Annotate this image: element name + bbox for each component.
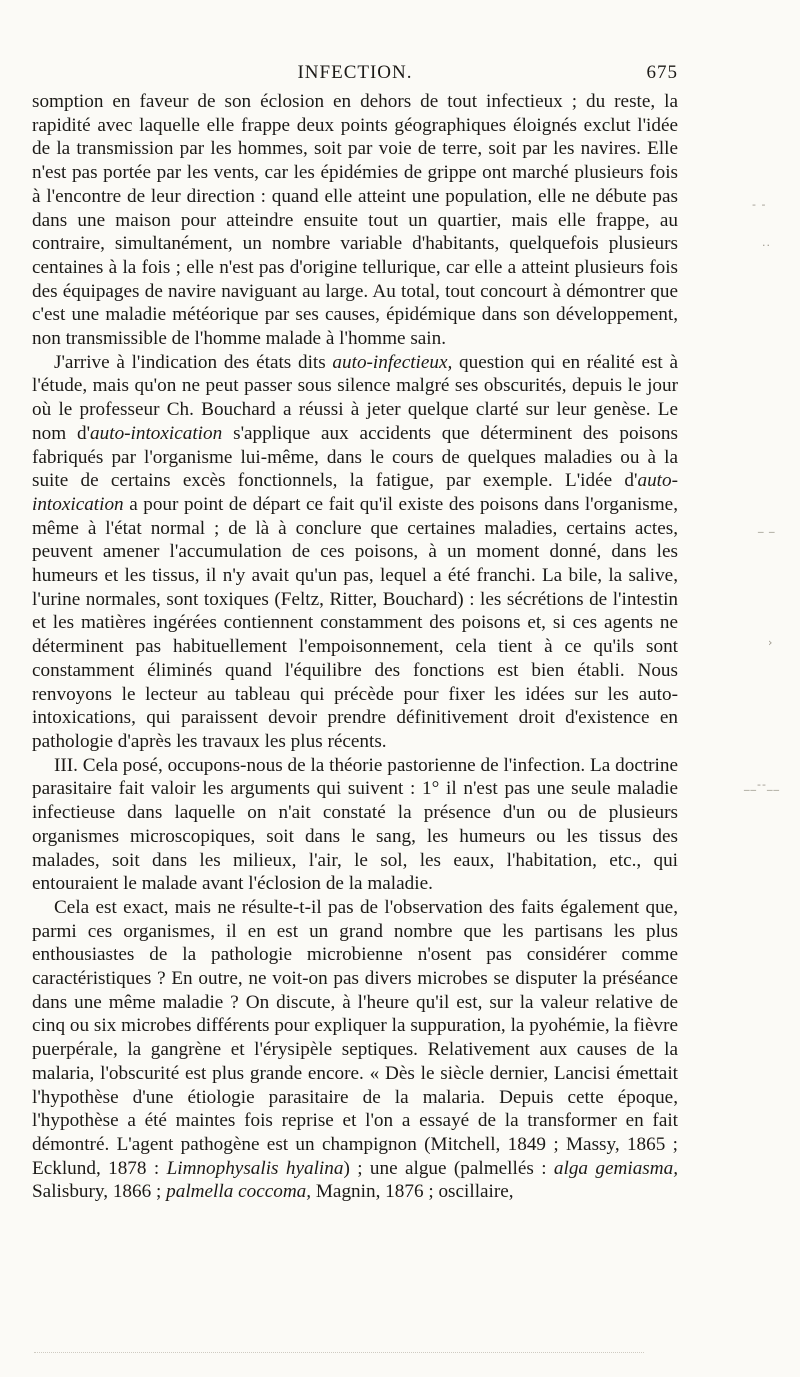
paragraph-pastorian-theory [32,754,678,896]
text-run: somption en faveur de son éclosion en dehors de tout infectieux ; du reste, la rapidité avec laquelle elle frappe deux points géographiques éloignés exclut l'idée de la transmission par les hommes, soit par voie de terre, soit par les navires. Elle n'est pas portée par les vents, car les épidémies de grippe ont marché plusieurs fois à l'encontre de leur direction : quand elle atteint une population, elle ne débute pas dans une maison pour atteindre ensuite tout un quartier, mais elle frappe, au contraire, simultanément, un nombre variable d'habitants, quelquefois plusieurs centaines à la fois ; elle n'est pas d'origine tellurique, car elle a atteint plusieurs fois des équipages de navire naviguant au large. Au total, tout concourt à démontrer que c'est une maladie météorique par ses causes, épidémique dans son développement, non transmissible de l'homme malade à l'homme sain. [32,91,678,350]
text-run: ) ; une algue (palmellés : [343,1157,554,1179]
page-header [32,56,678,90]
paragraph-grippe [32,90,678,351]
page-number: 675 [646,62,678,83]
text-run: Cela est exact, mais ne résulte-t-il pas de l'observation des faits également que, parmi ces organismes, il en est un grand nombre que les partisans les plus enthousiastes de la pathologie microbienne n'osent pas considérer comme caractéristiques ? En outre, ne voit-on pas divers microbes se disputer la préséance dans une même maladie ? On discute, à l'heure qu'il est, sur la valeur relative de cinq ou six microbes différents pour expliquer la suppuration, la pyohémie, la fièvre puerpérale, la gangrène et l'érysipèle septiques. Relativement aux causes de la malaria, l'obscurité est plus grande encore. « Dès le siècle dernier, Lancisi émettait l'hypothèse d'une étiologie parasitaire de la malaria. Depuis cette époque, l'hypothèse a été maintes fois reprise et l'on a essayé de la transformer en fait démontré. L'agent pathogène est un champignon (Mitchell, 1849 ; Massy, 1865 ; Ecklund, 1878 : [32,896,678,1179]
paragraph-auto-infection [32,351,678,754]
text-run: s'applique aux accidents que déterminent des poisons fabriqués par l'organisme lui-même, dans le cours de quelques maladies ou à la suite de certains excès fonctionnels, la fatigue, par exemple. L'idée d' [32,422,678,492]
bottom-rule [34,1352,644,1353]
margin-speck: › [768,636,774,649]
italic-text-run: Limnophysalis hyalina [166,1157,344,1179]
italic-text-run: palmella coccoma, [166,1181,312,1203]
italic-text-run: auto-infectieux, [332,351,453,373]
margin-speck: __--__ [744,778,780,791]
body-text [32,90,678,1204]
text-run: Salisbury, 1866 ; [32,1181,167,1203]
running-title: INFECTION. [297,62,413,83]
paragraph-malaria [32,896,678,1204]
text-run: question qui en réalité est à l'étude, mais qu'on ne peut passer sous silence malgré ses obscurités, depuis le jour où le professeur Ch. Bouchard a réussi à jeter quelque clarté sur leur genèse. Le nom d' [32,351,678,444]
italic-text-run: auto-intoxication [32,470,678,515]
italic-text-run: alga gemiasma, [553,1157,678,1179]
margin-speck: .. [762,236,771,249]
text-run: a pour point de départ ce fait qu'il existe des poisons dans l'organisme, même à l'état normal ; de là à conclure que certaines maladies, certains actes, peuvent amener l'accumulation de ces poisons, à un moment donné, dans les humeurs et les tissus, il n'y avait qu'un pas, lequel a été franchi. La bile, la salive, l'urine normales, sont toxiques (Feltz, Ritter, Bouchard) : les sécrétions de l'intestin et les matières ingérées contiennent constamment des poisons et, si ces agents ne déterminent pas habituellement l'empoisonnement, cela tient à ce qu'ils sont constamment éliminés quand l'équilibre des fonctions est bien établi. Nous renvoyons le lecteur au tableau qui précède pour fixer les idées sur les auto-intoxications, qui paraissent devoir prendre définitivement droit d'existence en pathologie d'après les travaux les plus récents. [32,493,678,752]
text-run: Magnin, 1876 ; oscillaire, [311,1181,514,1203]
book-page [32,56,678,1204]
margin-speck: _ _ [758,520,776,533]
margin-speck: - - [752,198,767,211]
italic-text-run: auto-intoxication [90,422,223,444]
text-run: J'arrive à l'indication des états dits [54,351,333,373]
text-run: III. Cela posé, occupons-nous de la théorie pastorienne de l'infection. La doctrine parasitaire fait valoir les arguments qui suivent : 1° il n'est pas une seule maladie infectieuse dans laquelle on n'ait constaté la présence d'un ou de plusieurs organismes microscopiques, soit dans le sang, les humeurs ou les tissus des malades, soit dans les milieux, l'air, le sol, les eaux, l'habitation, etc., qui entouraient le malade avant l'éclosion de la maladie. [32,754,678,895]
